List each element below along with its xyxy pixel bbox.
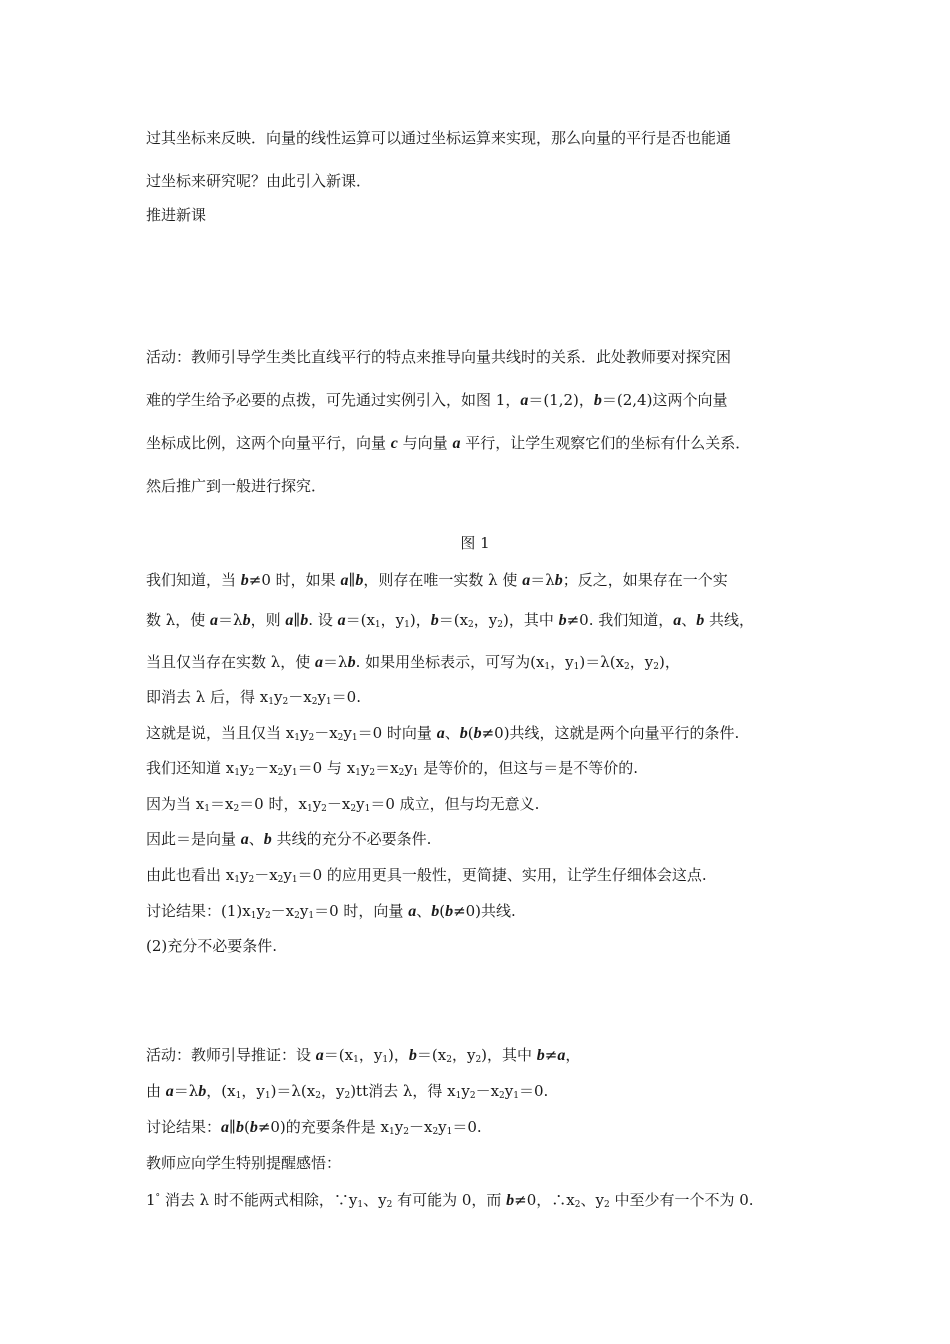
figure-caption: 图 1 [460,534,490,552]
paragraph-line: 然后推广到一般进行探究． [146,477,327,495]
paragraph-line: 因为当 $x_1=x_2=0$ 时，$x_1y_2-x_2y_1=0$ 成立，但与均无意义. [146,795,540,814]
paragraph-line: 由 a＝λb，($x_1$，$y_1)=\lambda(x_2$，$y_2)tt$消去 λ，得 $x_1y_2-x_2y_1=0$. [146,1082,549,1101]
paragraph-line: 过其坐标来反映．向量的线性运算可以通过坐标运算来实现，那么向量的平行是否也能通 [146,129,732,147]
paragraph-line: 1° 消去 λ 时不能两式相除，$\because y_1$、$y_2$ 有可能为 0，而 b≠0，$\therefore x_2$、$y_2$ 中至少有一个不为 0. [146,1191,754,1210]
paragraph-line: 难的学生给予必要的点拨，可先通过实例引入，如图 1，a＝(1,2)，b＝(2,4)这两个向量 [146,391,728,409]
section-heading: 推进新课 [146,206,207,224]
paragraph-line: 过坐标来研究呢？由此引入新课． [146,172,372,190]
paragraph-line: 我们还知道 $x_1y_2-x_2y_1=0$ 与 $x_1y_2=x_2y_1$ 是等价的，但这与＝是不等价的. [146,759,639,778]
paragraph-line: 坐标成比例，这两个向量平行，向量 c 与向量 a 平行，让学生观察它们的坐标有什么关系． [146,434,751,452]
paragraph-line: (2)充分不必要条件. [146,937,278,955]
paragraph-line: 教师应向学生特别提醒感悟： [146,1154,342,1172]
paragraph-line: 由此也看出 $x_1y_2-x_2y_1=0$ 的应用更具一般性，更简捷、实用，让学生仔细体会这点. [146,866,707,885]
paragraph-line: 这就是说，当且仅当 $x_1y_2-x_2y_1=0$ 时向量 a、b(b≠0)共线，这就是两个向量平行的条件. [146,724,740,743]
paragraph-line: 讨论结果：a∥b(b≠0)的充要条件是 $x_1y_2-x_2y_1=0$. [146,1118,482,1137]
paragraph-line: 当且仅当存在实数 λ，使 a＝λb. 如果用坐标表示，可写为($x_1$，$y_1)=\lambda(x_2$，$y_2$)， [146,653,680,672]
paragraph-line: 数 λ，使 a＝λb，则 a∥b. 设 $a=(x_1$，$y_1$)，$b=(x_2$，$y_2$)，其中 b≠0. 我们知道，a、b 共线， [146,611,755,630]
paragraph-line: 讨论结果：$(1)x_1y_2-x_2y_1=0$ 时，向量 a、b(b≠0)共线. [146,902,516,921]
paragraph-line: 活动：教师引导推证：设 $a=(x_1$，$y_1$)，$b=(x_2$，$y_2$)，其中 b≠a， [146,1046,581,1065]
paragraph-line: 因此＝是向量 a、b 共线的充分不必要条件. [146,830,432,848]
paragraph-line: 即消去 λ 后，得 $x_1y_2-x_2y_1=0$. [146,688,361,707]
paragraph-line: 我们知道，当 b≠0 时，如果 a∥b，则存在唯一实数 λ 使 a＝λb；反之，如果存在一个实 [146,571,728,589]
paragraph-line: 活动：教师引导学生类比直线平行的特点来推导向量共线时的关系．此处教师要对探究困 [146,348,732,366]
